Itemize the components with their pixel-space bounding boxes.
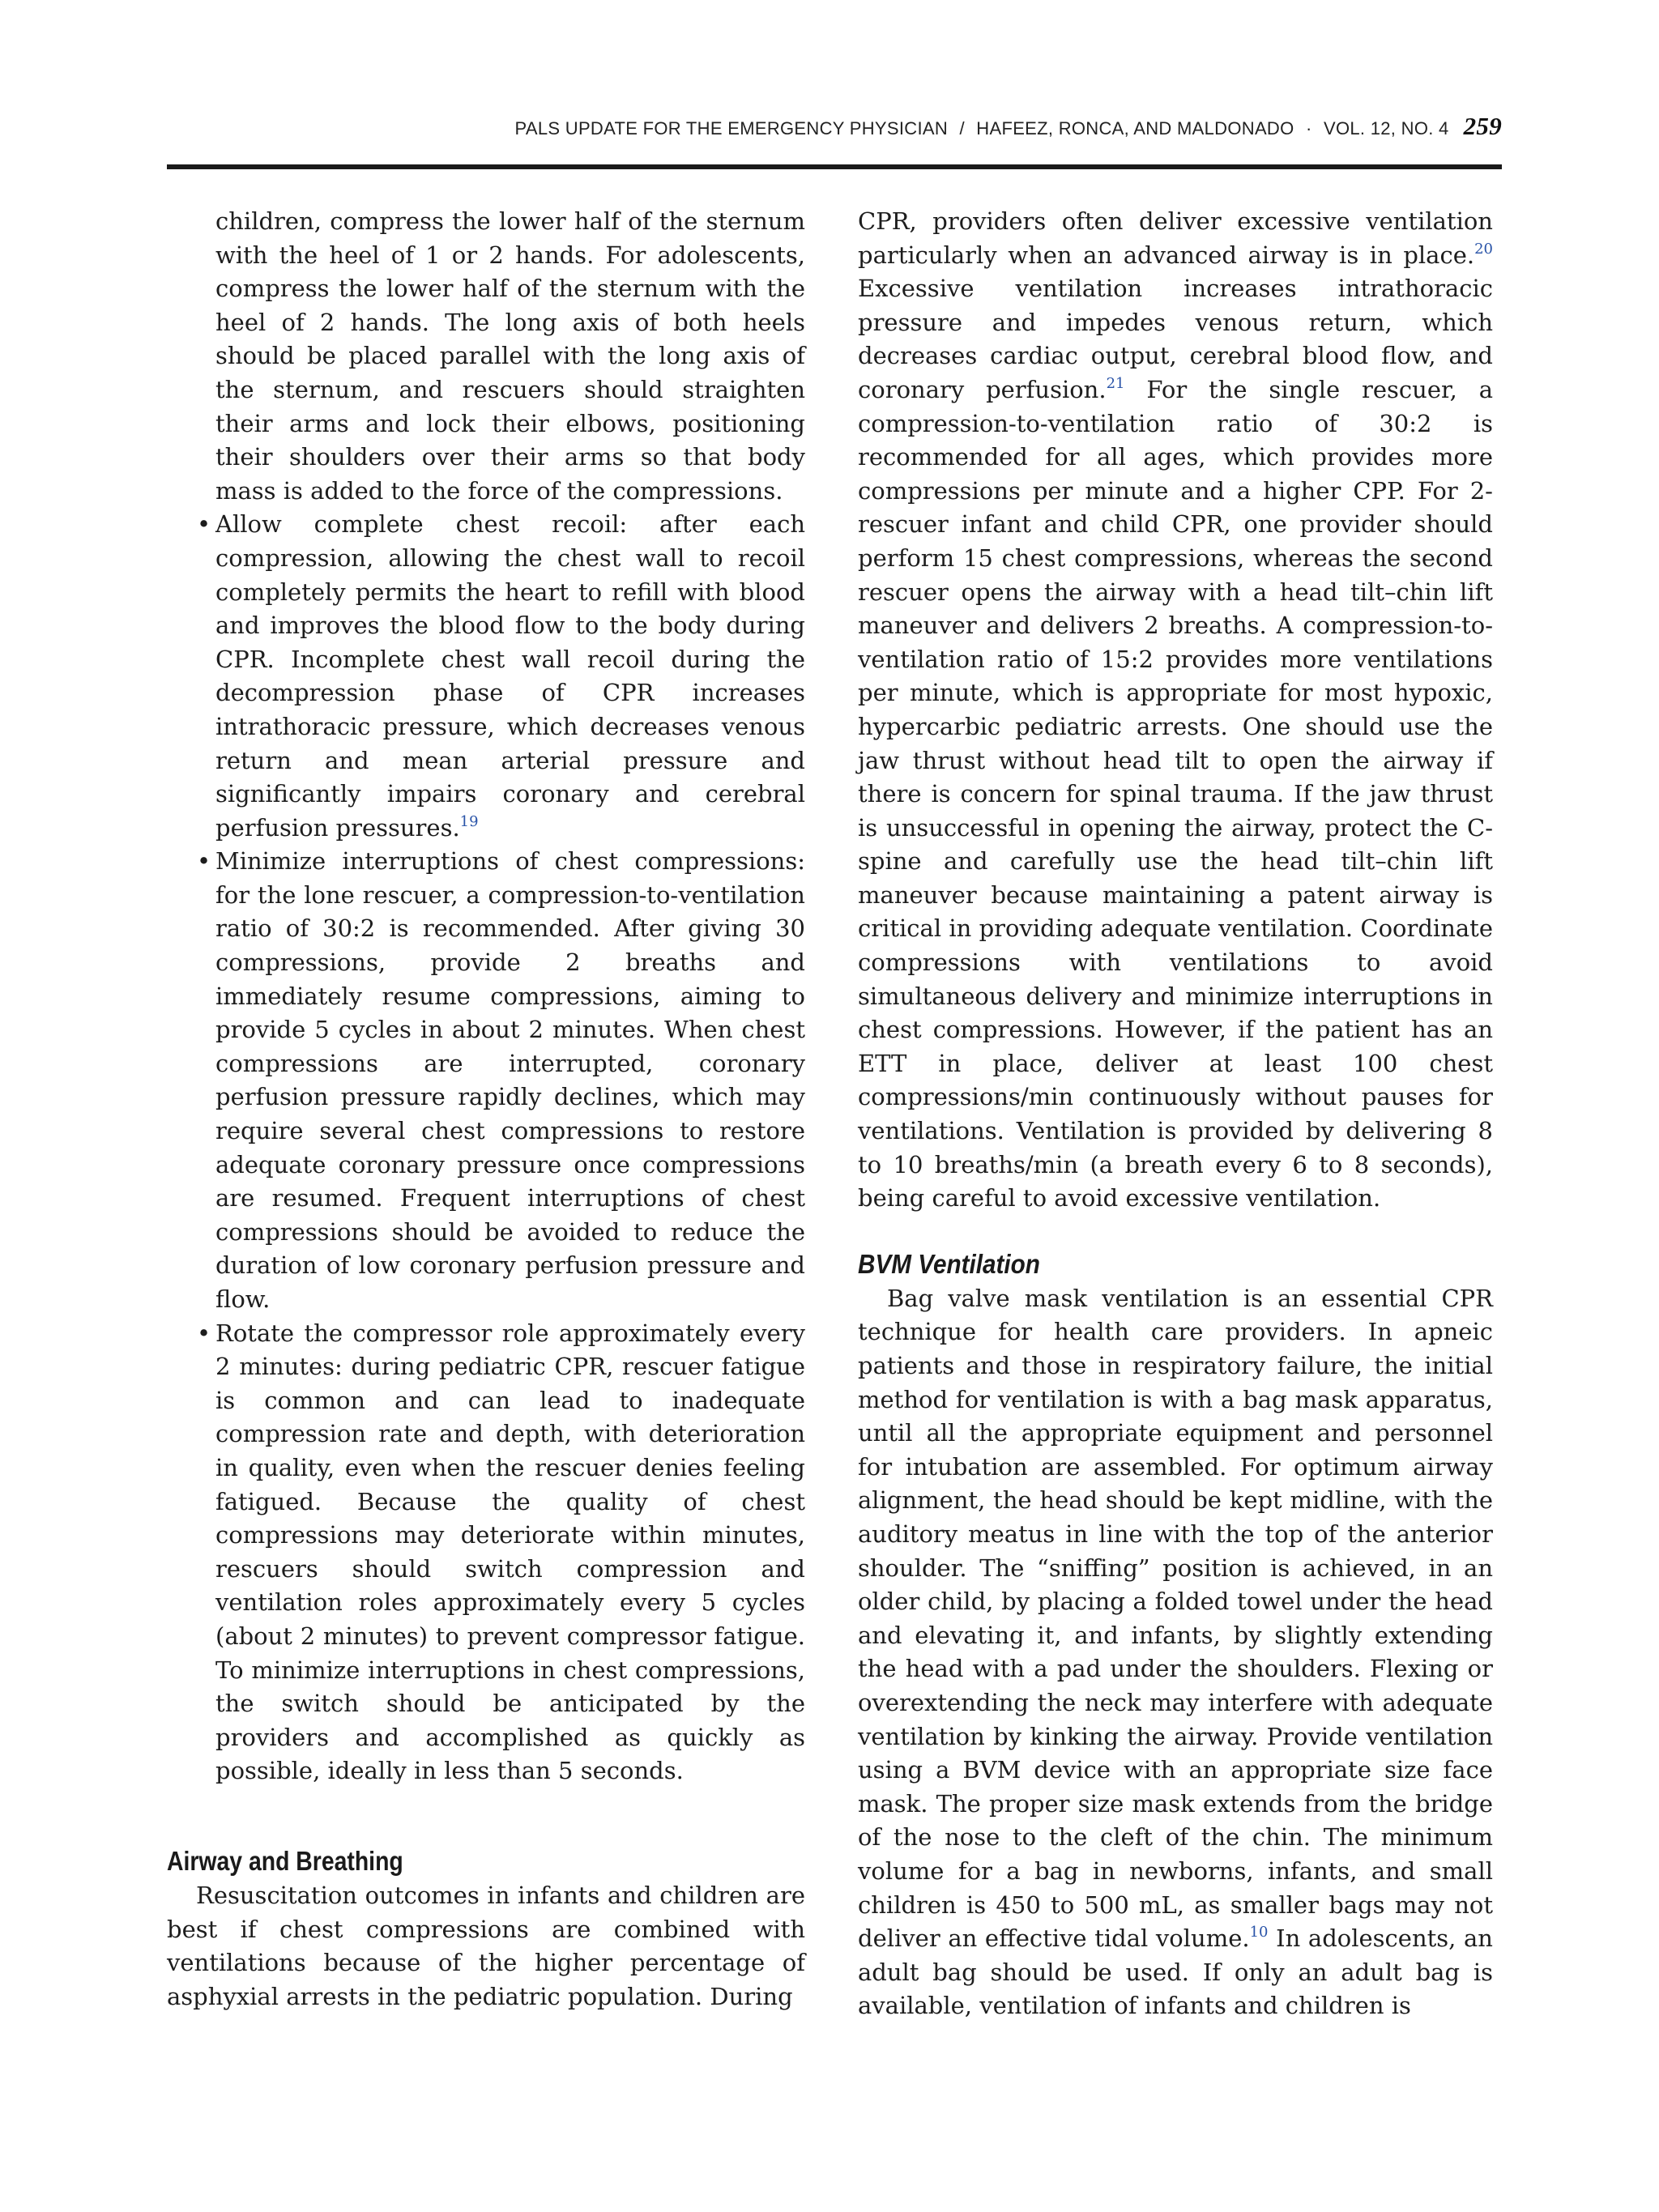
airway-paragraph: Resuscitation outcomes in infants and children are best if chest compressions are combined with ventilations because of the higher percentage of asphyxial arrests in the pediatric population. During	[167, 1881, 805, 2010]
text-run: Excessive ventilation increases intrathoracic pressure and impedes venous return, which decreases cardiac output, cerebral blood flow, and coronary perfusion.	[858, 275, 1493, 403]
bullet-icon: •	[197, 847, 211, 876]
left-column	[167, 205, 805, 2014]
text-run: For the single rescuer, a compression-to-ventilation ratio of 30:2 is recommended for all ages, which provides more compressions per minute and a higher CPP. For 2-rescuer infant and child CPR, one provider should perform 15 chest compressions, whereas the second rescuer opens the airway with a head tilt–chin lift maneuver and delivers 2 breaths. A compression-to-ventilation ratio of 15:2 provides more ventilations per minute, which is appropriate for most hypoxic, hypercarbic pediatric arrests. One should use the jaw thrust without head tilt to open the airway if there is concern for spinal trauma. If the jaw thrust is unsuccessful in opening the airway, protect the C-spine and carefully use the head tilt–chin lift maneuver because maintaining a patent airway is critical in providing adequate ventilation. Coordinate compressions with ventilations to avoid simultaneous delivery and minimize interruptions in chest compressions. However, if the patient has an ETT in place, deliver at least 100 chest compressions/min continuously without pauses for ventilations. Ventilation is provided by delivering 8 to 10 breaths/min (a breath every 6 to 8 seconds), being careful to avoid excessive ventilation.	[858, 375, 1494, 1213]
right-column	[858, 205, 1493, 2023]
page-number: 259	[1463, 112, 1502, 140]
ventilation-paragraph	[858, 205, 1493, 1216]
text-run: In adolescents, an adult bag should be used. If only an adult bag is available, ventilation of infants and children is	[858, 1924, 1493, 2020]
bullet-text: Rotate the compressor role approximately every 2 minutes: during pediatric CPR, rescuer fatigue is common and can lead to inadequate compression rate and depth, with deterioration in quality, even when the rescuer denies feeling fatigued. Because the quality of chest compressions may deteriorate within minutes, rescuers should switch compression and ventilation roles approximately every 5 cycles (about 2 minutes) to prevent compressor fatigue. To minimize interruptions in chest compressions, the switch should be anticipated by the providers and accomplished as quickly as possible, ideally in less than 5 seconds.	[215, 1319, 805, 1785]
citation-link[interactable]: 21	[1106, 374, 1125, 392]
bvm-paragraph	[858, 1282, 1493, 2023]
bullet-text: Allow complete chest recoil: after each compression, allowing the chest wall to recoil completely permits the heart to refill with blood and improves the blood flow to the body during CPR. Incomplete chest wall recoil during the decompression phase of CPR increases intrathoracic pressure, which decreases venous return and mean arterial pressure and significantly impairs coronary and cerebral perfusion pressures.	[215, 510, 805, 842]
bullet-icon: •	[197, 1319, 211, 1347]
citation-link[interactable]: 10	[1249, 1924, 1269, 1941]
bullet-text: Minimize interruptions of chest compressions: for the lone rescuer, a compression-to-ventilation ratio of 30:2 is recommended. After giving 30 compressions, provide 2 breaths and immediately resume compressions, aiming to provide 5 cycles in about 2 minutes. When chest compressions are interrupted, coronary perfusion pressure rapidly declines, which may require several chest compressions to restore adequate coronary pressure once compressions are resumed. Frequent interruptions of chest compressions should be avoided to reduce the duration of low coronary perfusion pressure and flow.	[215, 847, 805, 1313]
running-head: PALS UPDATE FOR THE EMERGENCY PHYSICIAN / HAFEEZ, RONCA, AND MALDONADO · VOL. 12, NO. 4 259	[514, 112, 1502, 140]
bullet-list	[167, 508, 805, 1788]
list-item	[167, 845, 805, 1316]
bullet-icon: •	[197, 510, 211, 539]
list-item	[167, 508, 805, 845]
list-item	[167, 1317, 805, 1788]
journal-title: PALS UPDATE FOR THE EMERGENCY PHYSICIAN	[514, 118, 949, 139]
section-heading-bvm: BVM Ventilation	[858, 1248, 1040, 1279]
citation-link[interactable]: 19	[459, 812, 479, 830]
volume-issue: VOL. 12, NO. 4	[1323, 118, 1449, 139]
continued-paragraph: children, compress the lower half of the sternum with the heel of 1 or 2 hands. For adolescents, compress the lower half of the sternum with the heel of 2 hands. The long axis of both heels should be placed parallel with the long axis of the sternum, and rescuers should straighten their arms and lock their elbows, positioning their shoulders over their arms so that body mass is added to the force of the compressions.	[215, 207, 805, 505]
header-rule	[167, 164, 1502, 169]
citation-link[interactable]: 20	[1474, 240, 1493, 258]
section-heading-airway: Airway and Breathing	[167, 1845, 403, 1876]
author-list: HAFEEZ, RONCA, AND MALDONADO	[976, 118, 1294, 139]
text-run: CPR, providers often deliver excessive ventilation particularly when an advanced airway is in place.	[858, 207, 1493, 269]
text-run: Bag valve mask ventilation is an essential CPR technique for health care providers. In apneic patients and those in respiratory failure, the initial method for ventilation is with a bag mask apparatus, until all the appropriate equipment and personnel for intubation are assembled. For optimum airway alignment, the head should be kept midline, with the auditory meatus in line with the top of the anterior shoulder. The “sniffing” position is achieved, in an older child, by placing a folded towel under the head and elevating it, and infants, by slightly extending the head with a pad under the shoulders. Flexing or overextending the neck may interfere with adequate ventilation by kinking the airway. Provide ventilation using a BVM device with an appropriate size face mask. The proper size mask extends from the bridge of the nose to the cleft of the chin. The minimum volume for a bag in newborns, infants, and small children is 450 to 500 mL, as smaller bags may not deliver an effective tidal volume.	[858, 1284, 1493, 1953]
